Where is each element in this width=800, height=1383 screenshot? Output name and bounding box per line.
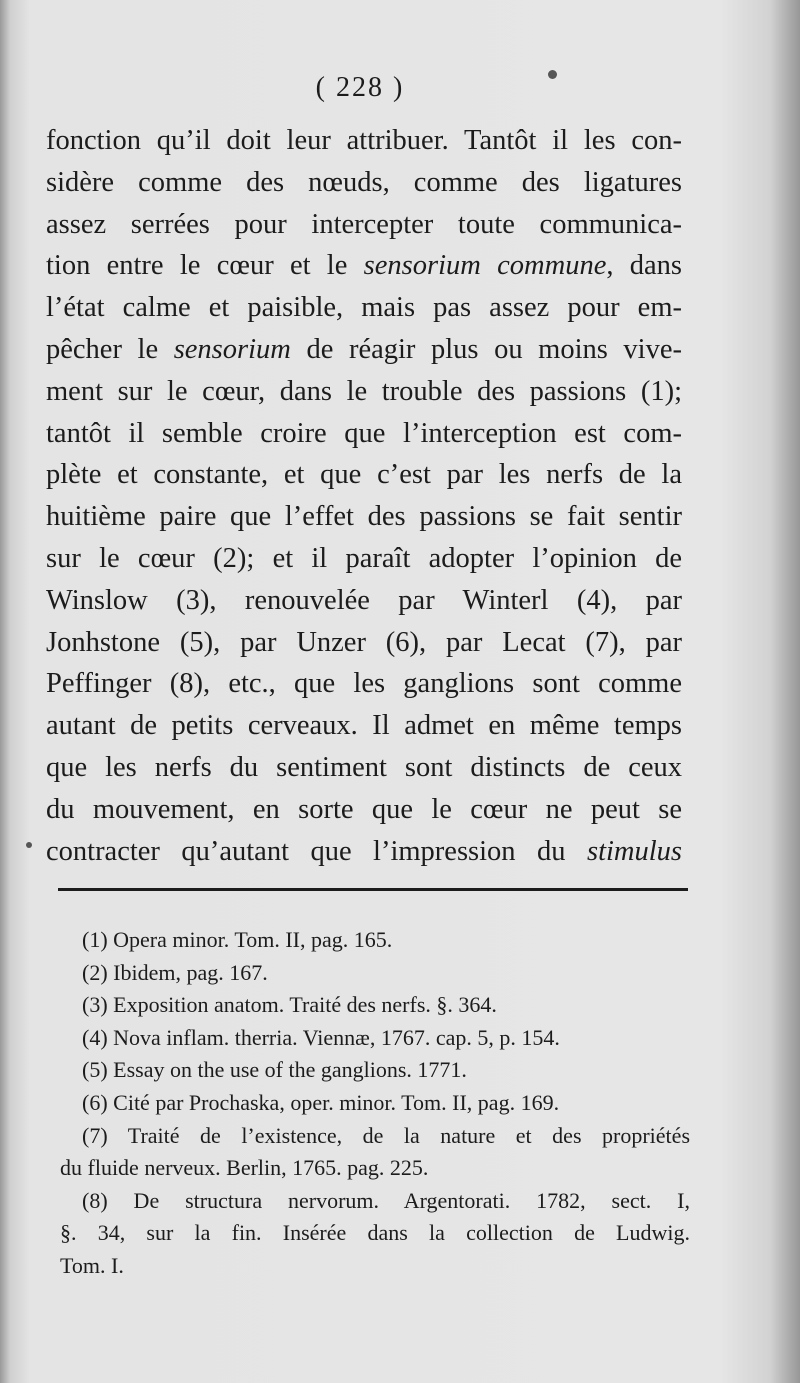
text-segment: tion entre le cœur et le (46, 250, 348, 282)
text-line: Winslow (3), renouvelée par Winterl (4), par (46, 584, 682, 616)
text-line: l’état calme et paisible, mais pas assez pour em- (46, 292, 682, 324)
text-line: sur le cœur (2); et il paraît adopter l’opinion de (46, 542, 682, 574)
text-line (46, 245, 682, 287)
footnote-8-continued: §. 34, sur la fin. Insérée dans la collection de Ludwig. (60, 1220, 690, 1246)
page-edge-shadow (770, 0, 800, 1383)
text-segment: , dans (606, 250, 682, 282)
italic-term: sensorium commune (363, 250, 607, 282)
text-line: fonction qu’il doit leur attribuer. Tantôt il les con- (46, 125, 682, 156)
footnote-7: (7) Traité de l’existence, de la nature et des propriétés (82, 1122, 690, 1148)
text-line (46, 329, 682, 371)
body-text (46, 120, 682, 872)
footnote-7-continued: du fluide nerveux. Berlin, 1765. pag. 225. (60, 1155, 429, 1181)
footnote-5: (5) Essay on the use of the ganglions. 1771. (82, 1057, 467, 1083)
footnote-3: (3) Exposition anatom. Traité des nerfs. §. 364. (82, 992, 497, 1018)
text-line: tantôt il semble croire que l’interception est com- (46, 417, 682, 449)
italic-term: stimulus (586, 835, 683, 867)
text-line: assez serrées pour intercepter toute communica- (46, 208, 682, 240)
text-line: du mouvement, en sorte que le cœur ne peut se (46, 793, 682, 825)
footnote-separator (58, 888, 688, 891)
text-segment: de réagir plus ou moins vive- (306, 333, 682, 365)
footnotes (58, 924, 690, 1283)
footnote-8: (8) De structura nervorum. Argentorati. 1782, sect. I, (82, 1187, 690, 1213)
text-line: ment sur le cœur, dans le trouble des passions (1); (46, 375, 682, 407)
footnote-4: (4) Nova inflam. therria. Viennæ, 1767. cap. 5, p. 154. (82, 1024, 560, 1050)
page-number: ( 228 ) (315, 72, 405, 103)
text-segment: pêcher le (46, 333, 159, 365)
text-line: Peffinger (8), etc., que les ganglions sont comme (46, 668, 682, 700)
footnote-2: (2) Ibidem, pag. 167. (82, 959, 268, 985)
text-line (46, 831, 682, 873)
footnote-6: (6) Cité par Prochaska, oper. minor. Tom. II, pag. 169. (82, 1089, 560, 1115)
paper-speck (548, 70, 557, 79)
footnote-1: (1) Opera minor. Tom. II, pag. 165. (82, 927, 393, 952)
text-line: Jonhstone (5), par Unzer (6), par Lecat (7), par (46, 626, 682, 658)
text-segment: contracter qu’autant que l’impression du (46, 835, 566, 867)
text-line: que les nerfs du sentiment sont distincts de ceux (46, 751, 682, 783)
text-line: sidère comme des nœuds, comme des ligatures (46, 166, 682, 198)
paper-speck (26, 842, 32, 848)
footnote-8-end: Tom. I. (60, 1252, 124, 1278)
text-line: plète et constante, et que c’est par les nerfs de la (46, 459, 682, 491)
italic-term: sensorium (173, 333, 291, 365)
text-line: huitième paire que l’effet des passions se fait sentir (46, 501, 682, 533)
text-line: autant de petits cerveaux. Il admet en même temps (46, 710, 682, 742)
